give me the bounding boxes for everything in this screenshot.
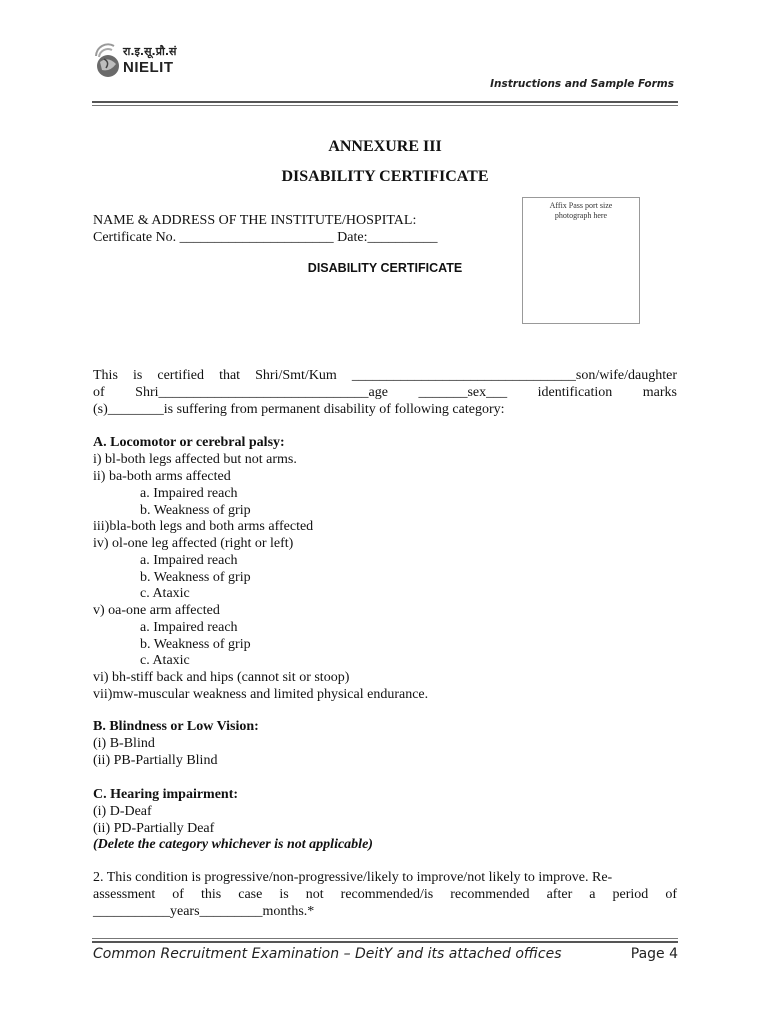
category-a-subitem: b. Weakness of grip [140, 503, 251, 518]
category-b-item: (i) B-Blind [93, 736, 155, 751]
nielit-globe-icon [92, 42, 122, 80]
certify-line-1-left: This is certified that Shri/Smt/Kum ________________________________ [93, 368, 576, 383]
certify-line-1 [93, 367, 677, 384]
sub-certificate-title: DISABILITY CERTIFICATE [307, 261, 463, 275]
certify-line-2-part: Shri______________________________age [135, 385, 388, 400]
category-a-subitem: b. Weakness of grip [140, 637, 251, 652]
category-a-subitem: c. Ataxic [140, 586, 190, 601]
category-a-item: i) bl-both legs affected but not arms. [93, 452, 297, 467]
category-a-subitem: a. Impaired reach [140, 553, 238, 568]
category-b-heading: B. Blindness or Low Vision: [93, 719, 259, 734]
nielit-logo [92, 42, 202, 82]
logo-name: NIELIT [123, 59, 174, 76]
photo-instruction-line1: Affix Pass port size [549, 201, 613, 210]
page-number: Page 4 [630, 946, 678, 962]
condition-line-1: 2. This condition is progressive/non-progressive/likely to improve/not likely to improve. Re- [93, 870, 613, 885]
category-a-item: v) oa-one arm affected [93, 603, 220, 618]
institute-name-address-label: NAME & ADDRESS OF THE INSTITUTE/HOSPITAL: [93, 213, 417, 228]
certify-line-1-right: son/wife/daughter [575, 368, 677, 383]
category-c-heading: C. Hearing impairment: [93, 787, 239, 802]
category-a-subitem: a. Impaired reach [140, 486, 238, 501]
certify-line-2-part: marks [642, 385, 677, 400]
category-a-item: iv) ol-one leg affected (right or left) [93, 536, 294, 551]
condition-line-2: assessment of this case is not recommended/is recommended after a period of [93, 887, 677, 902]
certify-line-2 [93, 384, 677, 401]
certificate-title: DISABILITY CERTIFICATE [281, 168, 489, 185]
category-a-subitem: a. Impaired reach [140, 620, 238, 635]
category-c-item: (i) D-Deaf [93, 804, 152, 819]
category-a-item: vi) bh-stiff back and hips (cannot sit or stoop) [93, 670, 350, 685]
category-delete-note: (Delete the category whichever is not applicable) [93, 837, 373, 852]
category-b-item: (ii) PB-Partially Blind [93, 753, 218, 768]
category-a-item: vii)mw-muscular weakness and limited physical endurance. [93, 687, 429, 702]
category-a-item: iii)bla-both legs and both arms affected [93, 519, 314, 534]
category-a-heading: A. Locomotor or cerebral palsy: [93, 435, 285, 450]
category-a-subitem: b. Weakness of grip [140, 570, 251, 585]
category-a-item: ii) ba-both arms affected [93, 469, 231, 484]
certify-line-3: (s)________is suffering from permanent disability of following category: [93, 402, 505, 417]
photo-instruction-line2: photograph here [554, 211, 608, 220]
condition-line-3: ___________years_________months.* [93, 904, 315, 919]
annexure-title: ANNEXURE III [328, 138, 442, 155]
certificate-number-date-line: Certificate No. ______________________ Date:__________ [93, 230, 438, 245]
certify-line-2-part: of [93, 385, 105, 400]
header-rule-thick [92, 101, 678, 103]
certify-line-2-part: _______sex___ [418, 385, 508, 400]
certify-line-2-part: identification [537, 385, 613, 400]
footer-text: Common Recruitment Examination – DeitY and its attached offices [93, 946, 562, 962]
category-c-item: (ii) PD-Partially Deaf [93, 821, 215, 836]
footer-rule-thin [92, 938, 678, 939]
header-rule-thin [92, 105, 678, 106]
category-a-subitem: c. Ataxic [140, 653, 190, 668]
logo-hindi-text: रा.इ.सू.प्रौ.सं [123, 45, 177, 58]
header-document-title: Instructions and Sample Forms [490, 78, 674, 90]
footer-rule-thick [92, 941, 678, 943]
